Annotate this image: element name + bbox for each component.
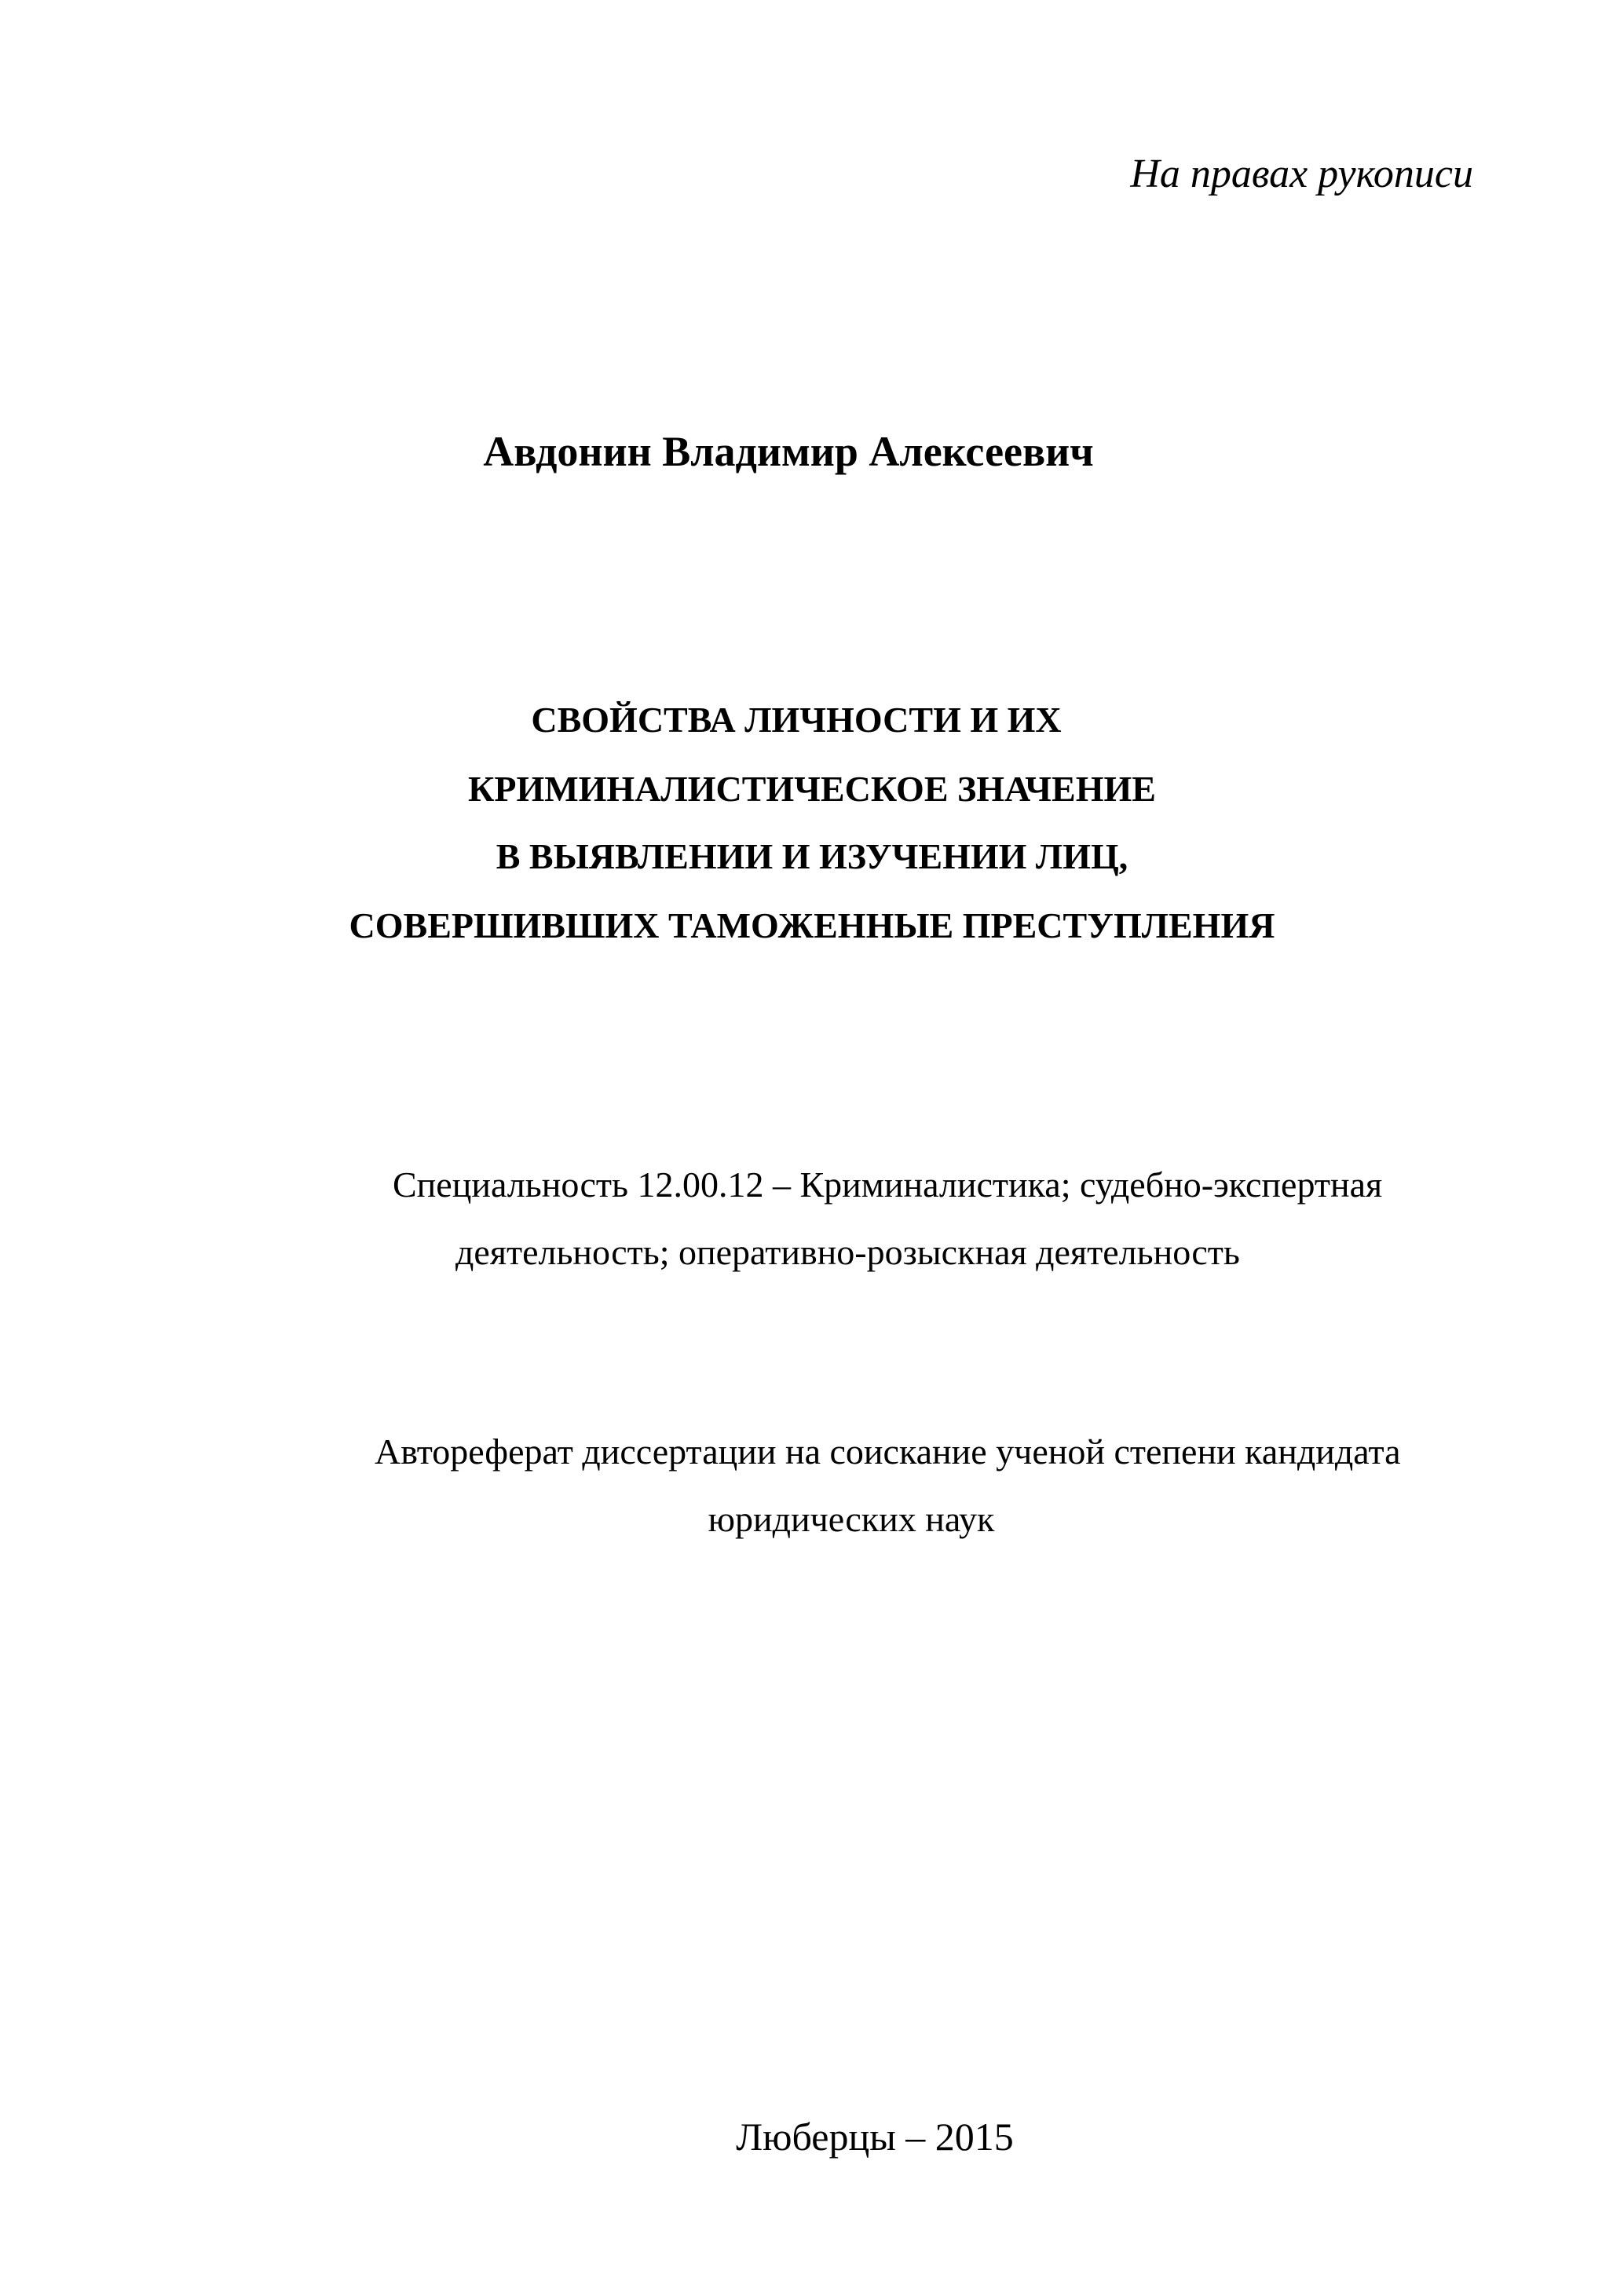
manuscript-rights-note: На правах рукописи — [1130, 152, 1473, 196]
author-name: Авдонин Владимир Алексеевич — [483, 428, 1094, 475]
title-line-3: В ВЫЯВЛЕНИИ И ИЗУЧЕНИИ ЛИЦ, — [496, 836, 1128, 876]
title-line-4: СОВЕРШИВШИХ ТАМОЖЕННЫЕ ПРЕСТУПЛЕНИЯ — [349, 905, 1275, 945]
title-line-2: КРИМИНАЛИСТИЧЕСКОЕ ЗНАЧЕНИЕ — [468, 769, 1156, 809]
abstract-type-line-2: юридических наук — [708, 1499, 995, 1539]
place-and-year: Люберцы – 2015 — [736, 2115, 1014, 2159]
title-line-1: СВОЙСТВА ЛИЧНОСТИ И ИХ — [531, 700, 1062, 740]
abstract-type-line-1: Автореферат диссертации на соискание ученой степени кандидата — [375, 1431, 1401, 1472]
specialty-line-1: Специальность 12.00.12 – Криминалистика; судебно-экспертная — [393, 1164, 1383, 1205]
specialty-line-2: деятельность; оперативно-розыскная деятельность — [455, 1232, 1240, 1272]
